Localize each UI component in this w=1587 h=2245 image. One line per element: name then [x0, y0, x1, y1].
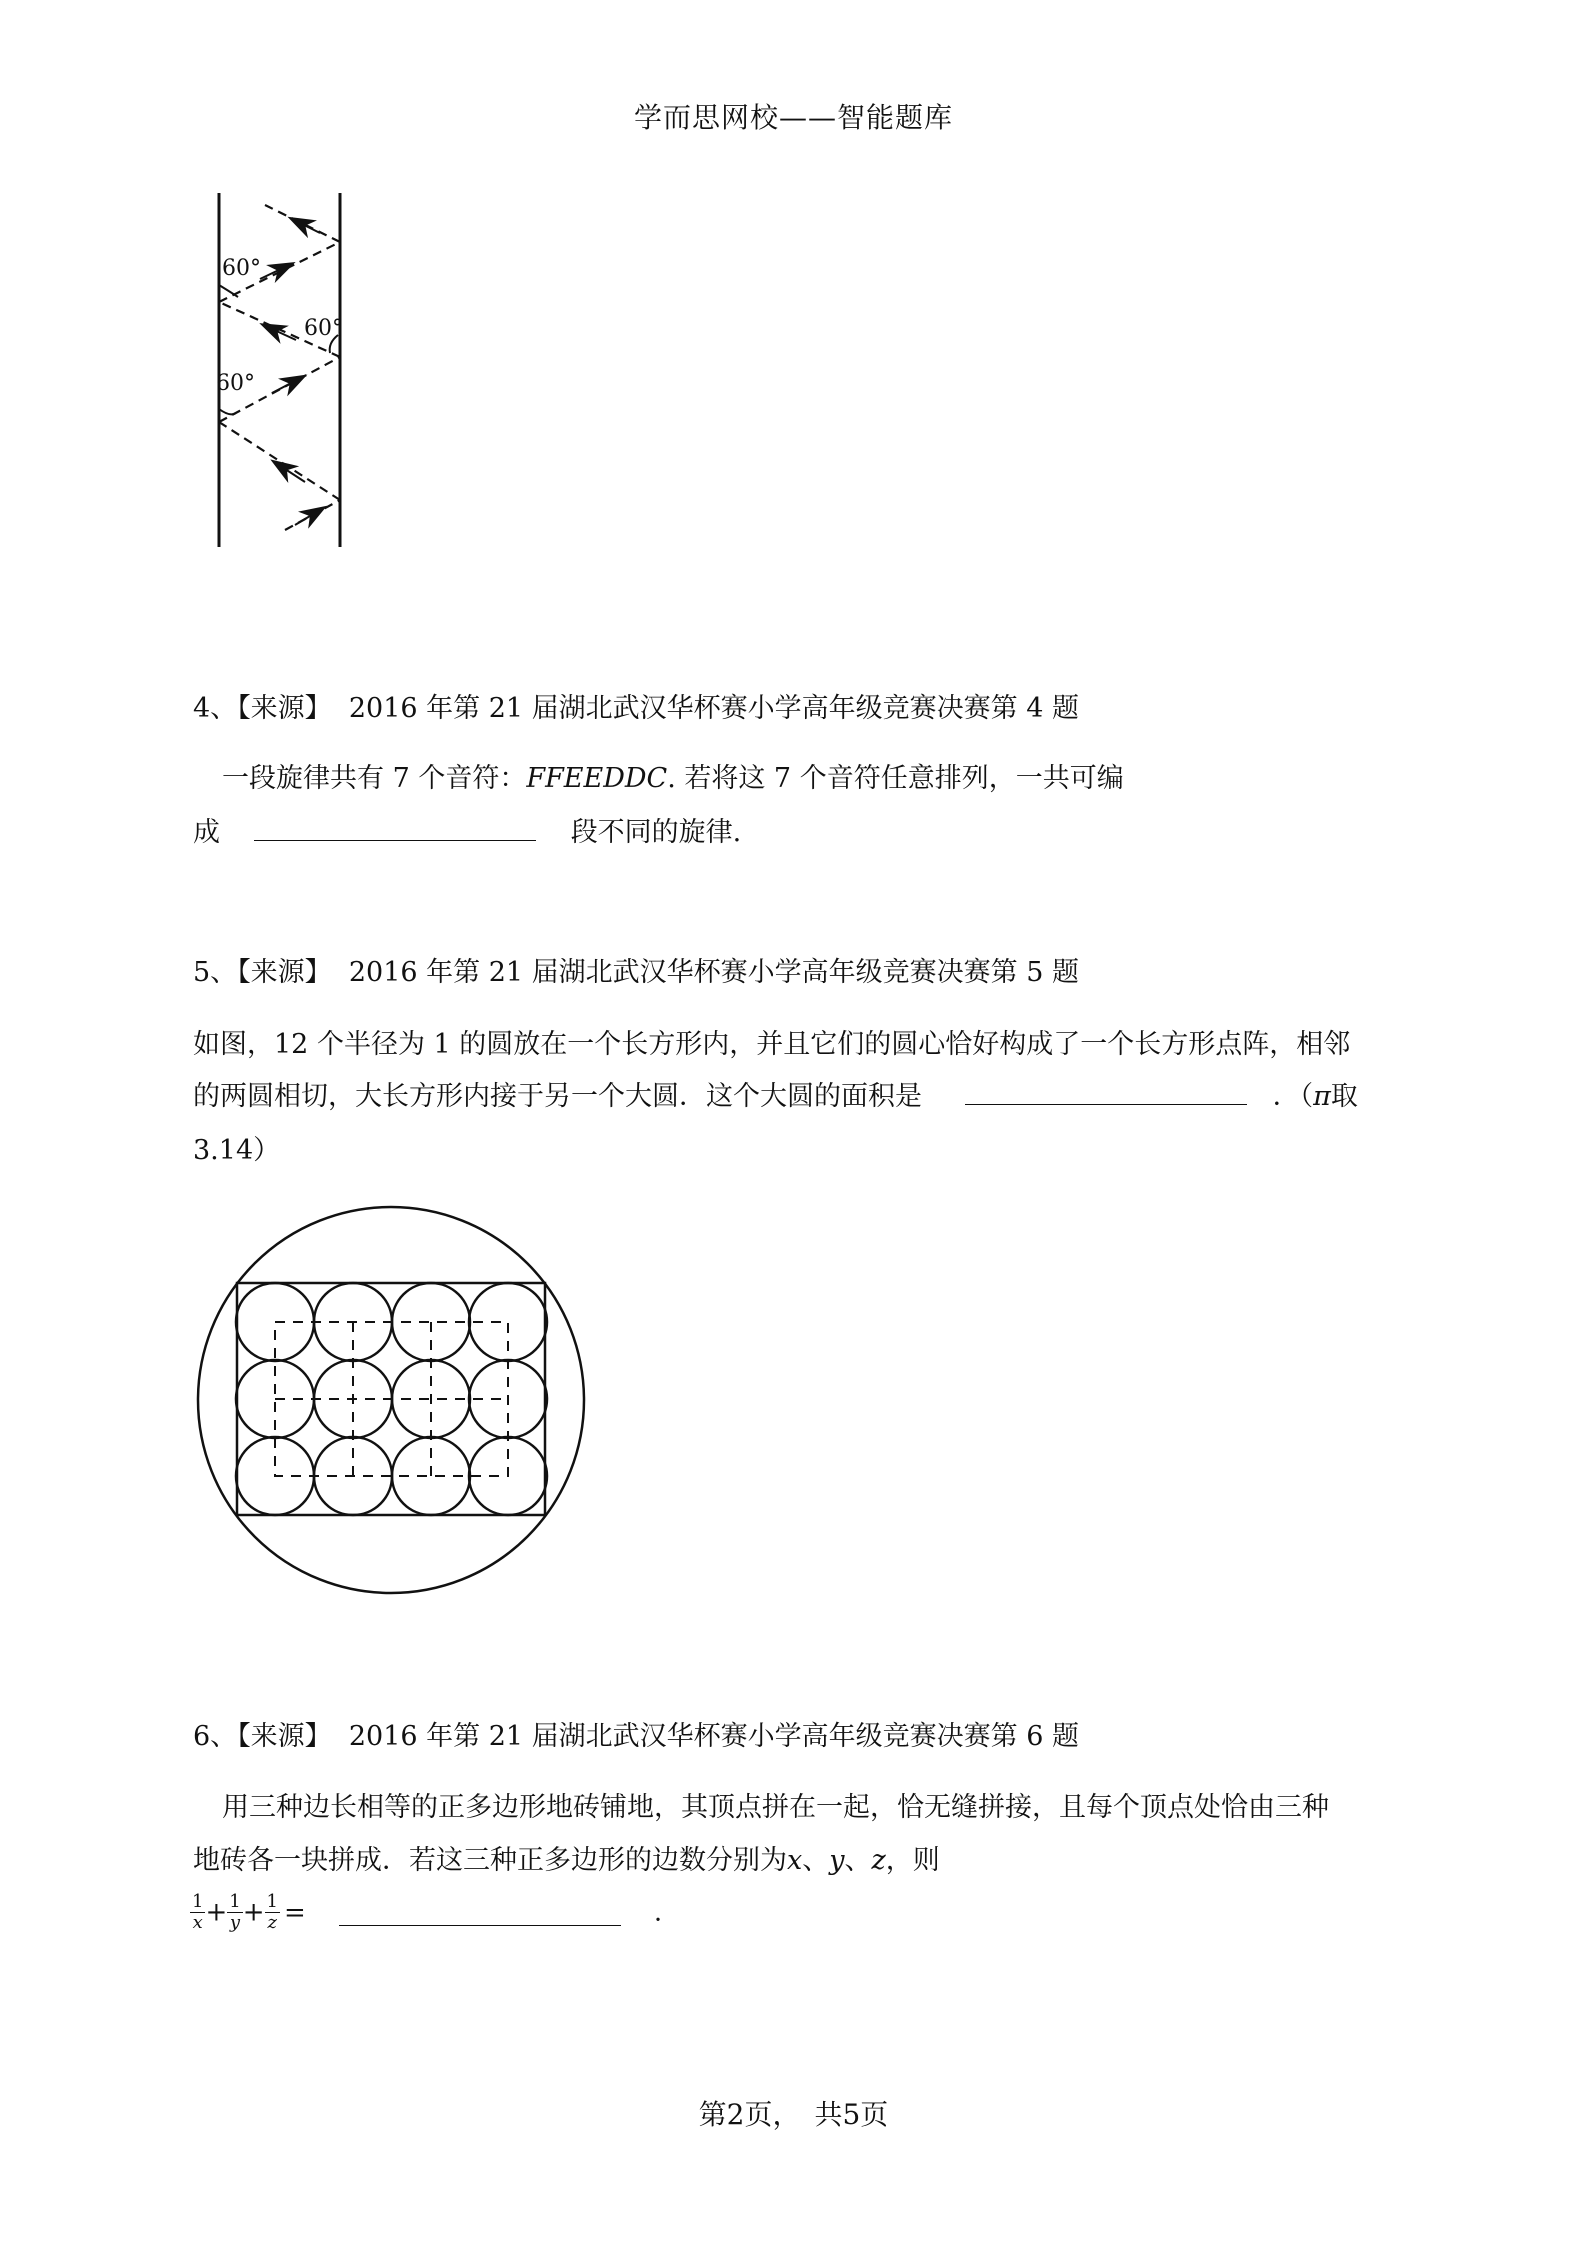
q6-answer-blank[interactable]	[339, 1899, 621, 1926]
plus-sign: +	[205, 1897, 228, 1928]
var-x: x	[787, 1845, 803, 1876]
arrow-icon	[300, 223, 320, 233]
equals-sign: =	[283, 1897, 306, 1928]
q5-text: 的两圆相切，大长方形内接于另一个大圆．这个大圆的面积是	[193, 1081, 922, 1112]
plus-sign: +	[242, 1897, 265, 1928]
q6-text: 地砖各一块拼成．若这三种正多边形的边数分别为	[193, 1845, 787, 1876]
angle-label: 60°	[216, 371, 255, 396]
var-y: y	[829, 1845, 845, 1876]
arrow-icon	[260, 268, 283, 279]
q4-line1	[222, 756, 1124, 795]
q6-line2	[193, 1838, 940, 1877]
separator: 、	[802, 1845, 830, 1876]
page-header: 学而思网校——智能题库	[633, 101, 953, 134]
angle-label: 60°	[222, 256, 261, 281]
q6-equation	[190, 1892, 662, 1933]
end-dot: .	[653, 1897, 663, 1928]
fraction-1-over-z: $\frac{1}{z}$	[266, 1891, 278, 1933]
q4-text: 段不同的旋律.	[570, 817, 742, 848]
angle-label: 60°	[304, 316, 343, 341]
q4-source-text: 2016 年第 21 届湖北武汉华杯赛小学高年级竞赛决赛第 4 题	[348, 693, 1080, 724]
q6-source-text: 2016 年第 21 届湖北武汉华杯赛小学高年级竞赛决赛第 6 题	[348, 1721, 1080, 1752]
q4-line2	[193, 810, 741, 849]
page-footer: 第2页， 共5页	[698, 2098, 889, 2131]
q5-line3: 3.14）	[193, 1135, 281, 1166]
q6-text: ，则	[885, 1845, 940, 1876]
fraction-1-over-y: $\frac{1}{y}$	[229, 1891, 241, 1933]
q4-text: 一段旋律共有 7 个音符：	[222, 763, 527, 794]
q5-line1: 如图，12 个半径为 1 的圆放在一个长方形内，并且它们的圆心恰好构成了一个长方形点阵，相邻	[193, 1029, 1351, 1060]
q5-text: ．（	[1272, 1081, 1314, 1112]
q4-text: . 若将这 7 个音符任意排列，一共可编	[667, 763, 1124, 794]
q5-source-text: 2016 年第 21 届湖北武汉华杯赛小学高年级竞赛决赛第 5 题	[348, 957, 1080, 988]
q5-source-tag: 【来源】	[237, 957, 332, 988]
var-z: z	[871, 1845, 886, 1876]
arrow-icon	[295, 513, 315, 525]
q6-line1: 用三种边长相等的正多边形地砖铺地，其顶点拼在一起，恰无缝拼接，且每个顶点处恰由三种	[222, 1792, 1329, 1823]
q5-heading	[193, 950, 1079, 989]
separator: 、	[844, 1845, 872, 1876]
q5-answer-blank[interactable]	[965, 1078, 1247, 1105]
q5-text: 取	[1330, 1081, 1358, 1112]
q6-source-tag: 【来源】	[237, 1721, 332, 1752]
arrow-icon	[272, 381, 295, 393]
q4-answer-blank[interactable]	[254, 814, 536, 841]
q4-heading	[193, 686, 1079, 725]
q6-number: 6、	[193, 1721, 238, 1752]
circles-figure	[195, 1205, 590, 1600]
reflection-figure	[200, 185, 380, 555]
q5-number: 5、	[193, 957, 238, 988]
q5-line2	[193, 1074, 1358, 1113]
q4-text: 成	[193, 817, 220, 848]
q4-math: FFEEDDC	[526, 763, 668, 794]
q4-number: 4、	[193, 693, 238, 724]
center-grid	[275, 1322, 508, 1476]
fraction-1-over-x: $\frac{1}{x}$	[192, 1891, 204, 1933]
q6-heading	[193, 1714, 1079, 1753]
pi-symbol: π	[1313, 1081, 1331, 1112]
q4-source-tag: 【来源】	[237, 693, 332, 724]
